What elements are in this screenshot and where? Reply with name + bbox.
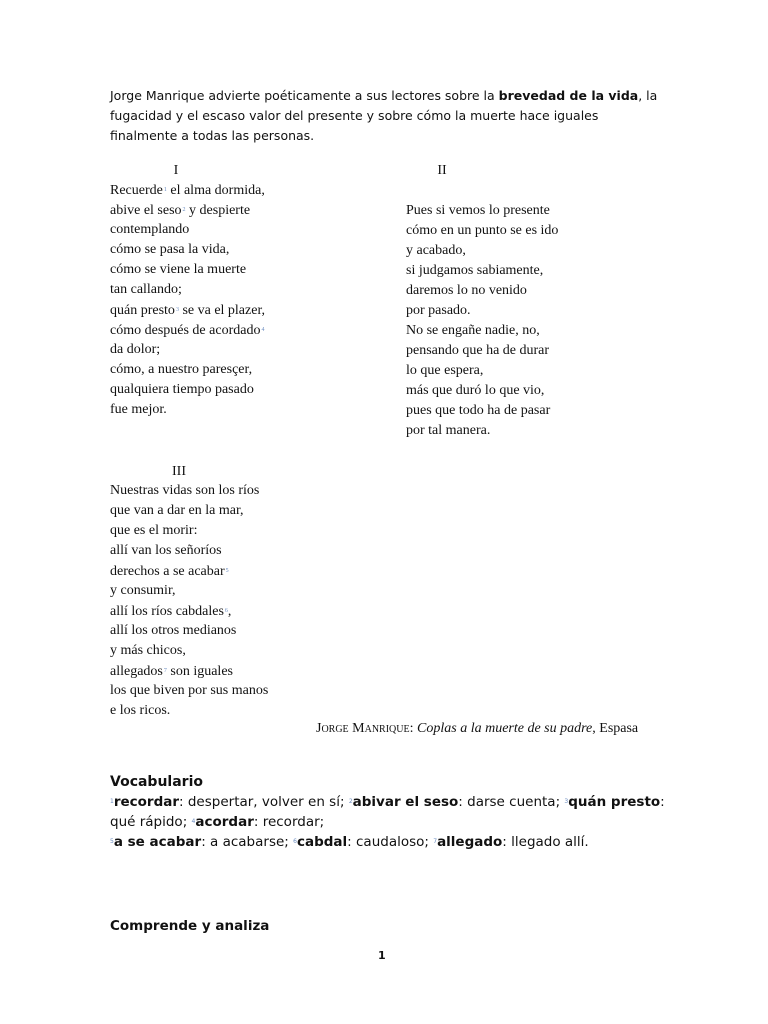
poem-line: pensando que ha de durar bbox=[406, 343, 550, 358]
poem-line: y más chicos, bbox=[110, 643, 186, 658]
poem-line: y consumir, bbox=[110, 583, 176, 598]
poem-line: fue mejor. bbox=[110, 402, 167, 417]
poem-line: cómo, a nuestro paresçer, bbox=[110, 362, 253, 377]
poem-line: tan callando; bbox=[110, 282, 182, 297]
poem-line: Pues si vemos lo presente bbox=[406, 203, 550, 218]
poem-line: y acabado, bbox=[406, 243, 466, 258]
footnote-marker: 5 bbox=[225, 568, 229, 574]
intro-paragraph bbox=[110, 86, 660, 146]
poem-line: que es el morir: bbox=[110, 523, 198, 538]
vocabulary-heading: Vocabulario bbox=[110, 774, 203, 790]
poem-line: por tal manera. bbox=[406, 423, 491, 438]
poem-line: más que duró lo que vio, bbox=[406, 383, 545, 398]
poem-line: los que biven por sus manos bbox=[110, 683, 269, 698]
intro-text-end: , la fugacidad y el escaso valor del presente y sobre cómo la muerte hace iguales finalmente a todas las personas. bbox=[110, 88, 658, 143]
poem-line: allegados$^7$ son iguales bbox=[110, 664, 233, 679]
poem-line: cómo en un punto se es ido bbox=[406, 223, 559, 238]
poem-line: cómo se viene la muerte bbox=[110, 262, 247, 277]
poem-line: contemplando bbox=[110, 222, 190, 237]
poem-line: No se engañe nadie, no, bbox=[406, 323, 540, 338]
poem-line: abive el seso$^2$ y despierte bbox=[110, 203, 251, 218]
vocabulary-entry: $^2$abivar el seso: darse cuenta; bbox=[348, 794, 565, 810]
vocabulary-entry: $^1$recordar: despertar, volver en sí; bbox=[110, 794, 349, 810]
source-work: Coplas a la muerte de su padre bbox=[417, 721, 593, 736]
footnote-marker: 2 bbox=[182, 207, 186, 213]
section-heading: Comprende y analiza bbox=[110, 918, 270, 934]
stanza-lines bbox=[110, 180, 265, 420]
source-citation bbox=[316, 721, 638, 737]
intro-text: Jorge Manrique advierte poéticamente a sus lectores sobre la bbox=[110, 88, 499, 103]
vocabulary-entry: $^6$cabdal: caudaloso; bbox=[293, 834, 434, 850]
poem-line: daremos lo no venido bbox=[406, 283, 527, 298]
poem-line: por pasado. bbox=[406, 303, 471, 318]
stanza-lines bbox=[110, 481, 268, 721]
footnote-marker: 3 bbox=[175, 307, 179, 313]
poem-line: cómo después de acordado$^4$ bbox=[110, 323, 265, 338]
vocabulary-section bbox=[110, 772, 670, 852]
vocabulary-list bbox=[110, 792, 670, 852]
poem-line: allí los ríos cabdales$^6$, bbox=[110, 604, 232, 619]
poem-line: si judgamos sabiamente, bbox=[406, 263, 544, 278]
footnote-marker: 7 bbox=[163, 668, 167, 674]
poem-line: lo que espera, bbox=[406, 363, 484, 378]
footnote-marker: 6 bbox=[224, 608, 228, 614]
poem-line: quán presto$^3$ se va el plazer, bbox=[110, 303, 266, 318]
vocabulary-entry: $^4$acordar: recordar; bbox=[191, 814, 325, 830]
poem-line: pues que todo ha de pasar bbox=[406, 403, 551, 418]
poem-line: Nuestras vidas son los ríos bbox=[110, 483, 260, 498]
poem-line: Recuerde$^1$ el alma dormida, bbox=[110, 183, 265, 198]
vocabulary-entry: $^3$quán presto: qué rápido; bbox=[110, 794, 665, 830]
poem-line: qualquiera tiempo pasado bbox=[110, 382, 254, 397]
intro-highlight: brevedad de la vida bbox=[498, 88, 639, 103]
poem-line: que van a dar en la mar, bbox=[110, 503, 244, 518]
stanza-number: I bbox=[173, 163, 179, 178]
stanza-number: III bbox=[172, 464, 186, 479]
poem-line: da dolor; bbox=[110, 342, 161, 357]
page-number: 1 bbox=[378, 949, 386, 962]
source-author: Jorge Manrique: bbox=[316, 721, 414, 736]
vocabulary-entry: $^5$a se acabar: a acabarse; bbox=[110, 834, 294, 850]
poem-line: cómo se pasa la vida, bbox=[110, 242, 230, 257]
poem-line: derechos a se acabar$^5$ bbox=[110, 564, 229, 579]
footnote-marker: 4 bbox=[261, 327, 265, 333]
vocabulary-entry: $^7$allegado: llegado allí. bbox=[433, 834, 589, 850]
footnote-marker: 1 bbox=[163, 187, 167, 193]
poem-line: allí los otros medianos bbox=[110, 623, 237, 638]
poem-line: allí van los señoríos bbox=[110, 543, 222, 558]
stanza-number: II bbox=[437, 163, 447, 178]
poem-line: e los ricos. bbox=[110, 703, 171, 718]
stanza-lines bbox=[406, 201, 558, 441]
source-publisher: , Espasa bbox=[592, 721, 639, 736]
